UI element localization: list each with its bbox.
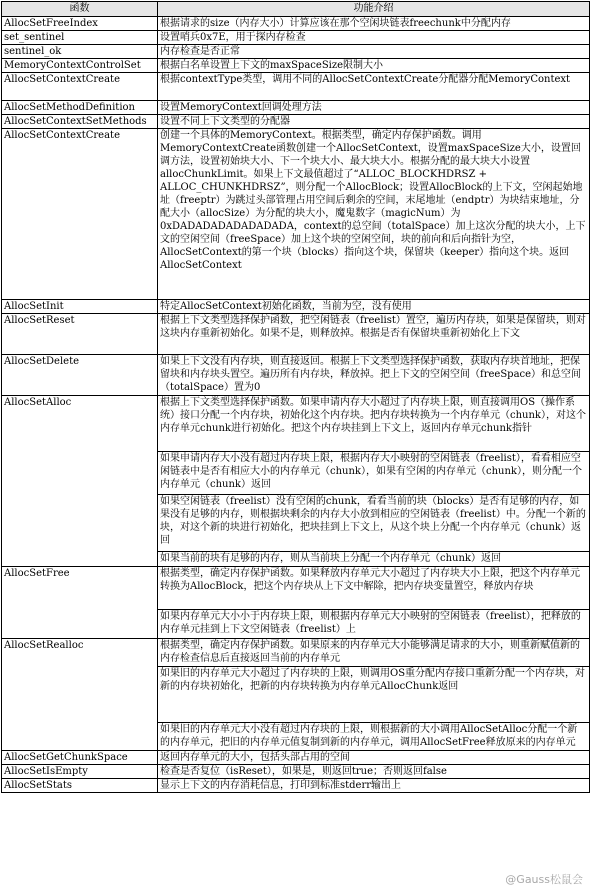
function-description-cell: 如果旧的内存单元大小超过了内存块的上限，则调用OS重分配内存接口重新分配一个内存块，对新的内存块初始化，把新的内存块转换为内存单元AllocChunk返回: [158, 667, 590, 723]
function-name-cell: sentinel_ok: [2, 45, 158, 59]
function-name-cell: AllocSetStats: [2, 779, 158, 793]
function-description-cell: 如果旧的内存单元大小没有超过内存块的上限，则根据新的大小调用AllocSetAlloc分配一个新的内存单元，把旧的内存单元值复制到新的内存单元，调用AllocSetFree释放原来的内存单元: [158, 723, 590, 751]
table-row: [2, 17, 590, 31]
table-row: [2, 314, 590, 355]
function-description-cell: 如果上下文没有内存块，则直接返回。根据上下文类型选择保护函数，获取内存块首地址，把保留块和内存块头置空。遍历所有内存块，释放掉。把上下文的空闲空间（freeSpace）和总空间（totalSpace）置为0: [158, 355, 590, 396]
table-row: [2, 129, 590, 300]
function-name-cell: AllocSetContextCreate: [2, 73, 158, 101]
function-description-cell: 如果空闲链表（freelist）没有空闲的chunk，看看当前的块（blocks）是否有足够的内存，如果没有足够的内存，则根据块剩余的内存大小放到相应的空闲链表（freelist）中。分配一个新的块，对这个新的块进行初始化，把块挂到上下文上，从这个块上分配一个内存单元（chunk）返回: [158, 495, 590, 552]
function-name-cell: AllocSetFree: [2, 567, 158, 639]
function-description-cell: 根据类型，确定内存保护函数。如果原来的内存单元大小能够满足请求的大小，则重新赋值新的内存检查信息后直接返回当前的内存单元: [158, 639, 590, 667]
table-row: [2, 45, 590, 59]
table-row: [2, 101, 590, 115]
function-name-cell: AllocSetRealloc: [2, 639, 158, 751]
function-description-cell: 如果当前的块有足够的内存，则从当前块上分配一个内存单元（chunk）返回: [158, 552, 590, 567]
table-body: [2, 17, 590, 793]
table-row: [2, 31, 590, 45]
function-name-cell: AllocSetContextSetMethods: [2, 115, 158, 129]
table-row: [2, 779, 590, 793]
function-description-cell: 如果申请内存大小没有超过内存块上限，根据内存大小映射的空闲链表（freelist），看看相应空闲链表中是否有相应大小的内存单元（chunk），如果有空闲的内存单元（chunk），则分配一个内存单元（chunk）返回: [158, 452, 590, 495]
function-name-cell: AllocSetContextCreate: [2, 129, 158, 300]
function-description-cell: 显示上下文的内存消耗信息，打印到标准stderr输出上: [158, 779, 590, 793]
function-name-cell: AllocSetIsEmpty: [2, 765, 158, 779]
table-row: [2, 765, 590, 779]
table-row: [2, 396, 590, 452]
function-description-cell: 设置不同上下文类型的分配器: [158, 115, 590, 129]
function-table-page: [1, 1, 590, 793]
function-description-cell: 设置哨兵0x7E，用于探内存检查: [158, 31, 590, 45]
function-description-cell: 设置MemoryContext回调处理方法: [158, 101, 590, 115]
function-description-cell: 内存检查是否正常: [158, 45, 590, 59]
table-row: [2, 115, 590, 129]
function-name-cell: AllocSetInit: [2, 300, 158, 314]
table-row: [2, 59, 590, 73]
function-description-cell: 创建一个具体的MemoryContext。根据类型，确定内存保护函数。调用MemoryContextCreate函数创建一个AllocSetContext，设置maxSpaceSize大小，设置回调方法，设置初始块大小、下一个块大小、最大块大小。根据分配的最大块大小设置allocChunkLimit。如果上下文最值超过了“ALLOC_BLOCKHDRSZ + ALLOC_CHUNKHDRSZ”，则分配一个AllocBlock；设置AllocBlock的上下文，空闲起始地址（freeptr）为跳过头部管理占用空间后剩余的空间，末尾地址（endptr）为块结束地址，分配大小（allocSize）为分配的块大小，魔鬼数字（magicNum）为0xDADADADADADADADA，context的总空间（totalSpace）加上这次分配的块大小，上下文的空闲空间（freeSpace）加上这个块的空闲空间，块的前向和后向指针为空，AllocSetContext的第一个块（blocks）指向这个块，保留块（keeper）指向这个块。返回AllocSetContext: [158, 129, 590, 300]
function-description-cell: 根据请求的size（内存大小）计算应该在那个空闲块链表freechunk中分配内存: [158, 17, 590, 31]
function-description-cell: 如果内存单元大小小于内存块上限，则根据内存单元大小映射的空闲链表（freelist），把释放的内存单元挂到上下文空闲链表（freelist）上: [158, 610, 590, 639]
function-name-cell: AllocSetFreeIndex: [2, 17, 158, 31]
function-name-cell: set_sentinel: [2, 31, 158, 45]
table-row: [2, 639, 590, 667]
header-function: 函数: [2, 2, 158, 17]
function-name-cell: AllocSetReset: [2, 314, 158, 355]
function-description-cell: 特定AllocSetContext初始化函数，当前为空，没有使用: [158, 300, 590, 314]
table-header-row: [2, 2, 590, 17]
watermark: @Gauss松鼠会: [505, 873, 583, 886]
function-name-cell: AllocSetDelete: [2, 355, 158, 396]
function-description-cell: 根据类型，确定内存保护函数。如果释放内存单元大小超过了内存块大小上限，把这个内存单元转换为AllocBlock，把这个内存块从上下文中解除，把内存块变量置空，释放内存块: [158, 567, 590, 610]
table-row: [2, 751, 590, 765]
function-description-cell: 根据白名单设置上下文的maxSpaceSize限制大小: [158, 59, 590, 73]
function-name-cell: MemoryContextControlSet: [2, 59, 158, 73]
function-description-cell: 检查是否复位（isReset），如果是，则返回true；否则返回false: [158, 765, 590, 779]
function-description-cell: 返回内存单元的大小，包括头部占用的空间: [158, 751, 590, 765]
function-name-cell: AllocSetGetChunkSpace: [2, 751, 158, 765]
function-description-cell: 根据contextType类型，调用不同的AllocSetContextCreate分配器分配MemoryContext: [158, 73, 590, 101]
function-name-cell: AllocSetAlloc: [2, 396, 158, 567]
table-row: [2, 355, 590, 396]
table-row: [2, 567, 590, 610]
function-description-cell: 根据上下文类型选择保护函数。如果申请内存大小超过了内存块上限，则直接调用OS（操作系统）接口分配一个内存块，初始化这个内存块。把内存块转换为一个内存单元（chunk），对这个内存单元chunk进行初始化。把这个内存块挂到上下文上，返回内存单元chunk指针: [158, 396, 590, 452]
table-row: [2, 73, 590, 101]
header-description: 功能介绍: [158, 2, 590, 17]
function-description-cell: 根据上下文类型选择保护函数，把空闲链表（freelist）置空，遍历内存块，如果是保留块，则对这块内存重新初始化。如果不是，则释放掉。根据是否有保留块重新初始化上下文: [158, 314, 590, 355]
function-table: [1, 1, 590, 793]
function-name-cell: AllocSetMethodDefinition: [2, 101, 158, 115]
table-row: [2, 300, 590, 314]
